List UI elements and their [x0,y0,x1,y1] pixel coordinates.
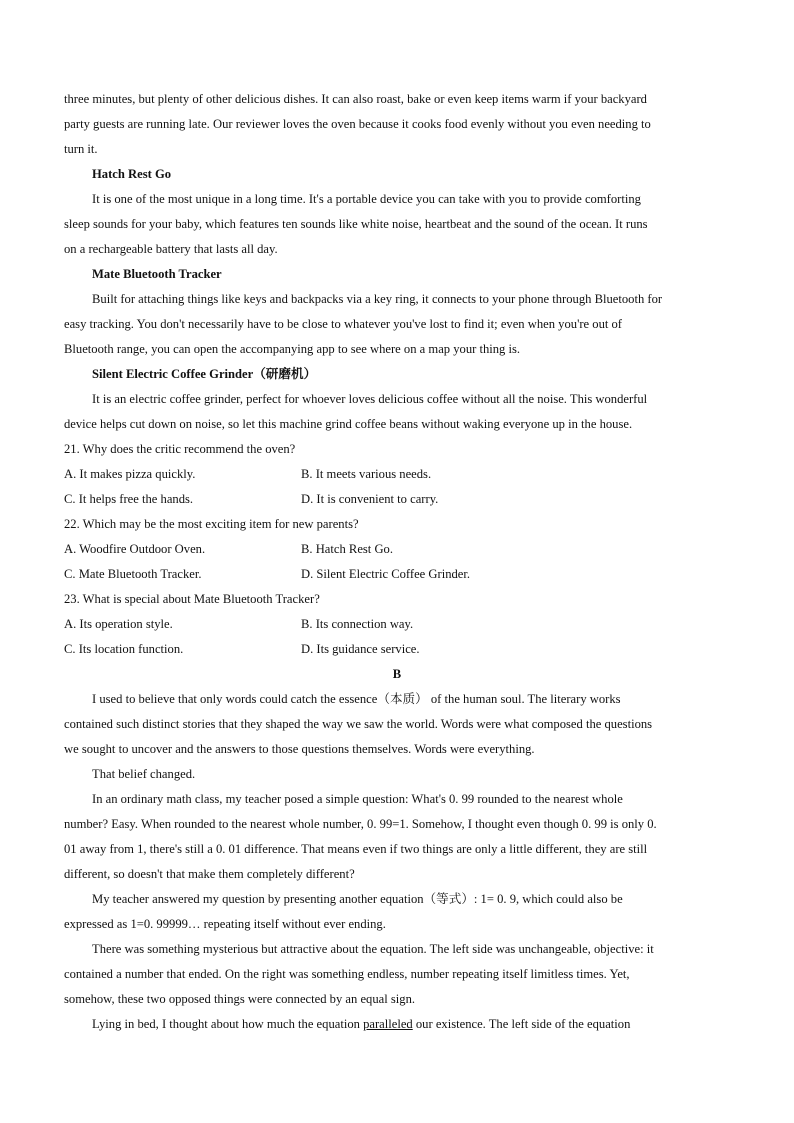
option-b: B. Its connection way. [301,617,414,631]
option-d: D. Silent Electric Coffee Grinder. [301,567,471,581]
document-page [64,87,730,1037]
text-line: There was something mysterious but attractive about the equation. The left side was unchangeable, objective: it [92,942,654,956]
text-segment: Lying in bed, I thought about how much the equation [92,1017,364,1031]
option-c: C. Its location function. [64,642,184,656]
option-d: D. It is convenient to carry. [301,492,439,506]
section-title: Silent Electric Coffee Grinder（研磨机） [92,367,317,381]
text-segment: our existence. The left side of the equation [412,1017,631,1031]
option-row [64,612,730,637]
text-line: device helps cut down on noise, so let this machine grind coffee beans without waking everyone up in the house. [64,417,633,431]
text-line [64,1012,730,1037]
part-heading: B [392,667,402,681]
option-a: A. Its operation style. [64,617,173,631]
text-line: easy tracking. You don't necessarily have to be close to whatever you've lost to find it; even when you're out of [64,317,622,331]
option-c: C. It helps free the hands. [64,492,194,506]
option-a: A. Woodfire Outdoor Oven. [64,542,206,556]
option-b: B. It meets various needs. [301,467,432,481]
text-line: contained a number that ended. On the right was something endless, number repeating itself limitless times. Yet, [64,967,630,981]
text-line: expressed as 1=0. 99999… repeating itself without ever ending. [64,917,386,931]
option-a: A. It makes pizza quickly. [64,467,196,481]
text-line: sleep sounds for your baby, which features ten sounds like white noise, heartbeat and the sound of the ocean. It runs [64,217,648,231]
section-title: Hatch Rest Go [92,167,172,181]
text-line: In an ordinary math class, my teacher posed a simple question: What's 0. 99 rounded to the nearest whole [92,792,623,806]
option-row [64,637,730,662]
text-line: turn it. [64,142,98,156]
text-line: It is one of the most unique in a long time. It's a portable device you can take with you to provide comforting [92,192,641,206]
text-line: Bluetooth range, you can open the accompanying app to see where on a map your thing is. [64,342,521,356]
text-line: on a rechargeable battery that lasts all day. [64,242,278,256]
section-title: Mate Bluetooth Tracker [92,267,222,281]
text-line: It is an electric coffee grinder, perfect for whoever loves delicious coffee without all the noise. This wonderful [92,392,648,406]
option-row [64,462,730,487]
text-line: number? Easy. When rounded to the nearest whole number, 0. 99=1. Somehow, I thought even though 0. 99 is only 0. [64,817,657,831]
text-line: we sought to uncover and the answers to those questions themselves. Words were everything. [64,742,535,756]
underlined-word: paralleled [363,1017,413,1031]
text-line: I used to believe that only words could catch the essence（本质） of the human soul. The literary works [92,692,621,706]
text-line: That belief changed. [92,767,196,781]
option-row [64,562,730,587]
text-line: 01 away from 1, there's still a 0. 01 difference. That means even if two things are only a little different, they are still [64,842,648,856]
text-line: three minutes, but plenty of other delicious dishes. It can also roast, bake or even keep items warm if your backyard [64,92,647,106]
text-line: different, so doesn't that make them completely different? [64,867,355,881]
text-line: Built for attaching things like keys and backpacks via a key ring, it connects to your phone through Bluetooth for [92,292,663,306]
text-line: My teacher answered my question by presenting another equation（等式）: 1= 0. 9, which could also be [92,892,623,906]
text-line: party guests are running late. Our reviewer loves the oven because it cooks food evenly without you even needing to [64,117,651,131]
option-row [64,537,730,562]
option-d: D. Its guidance service. [301,642,420,656]
option-row [64,487,730,512]
question-stem: 22. Which may be the most exciting item for new parents? [64,517,359,531]
option-b: B. Hatch Rest Go. [301,542,393,556]
question-stem: 23. What is special about Mate Bluetooth Tracker? [64,592,320,606]
option-c: C. Mate Bluetooth Tracker. [64,567,202,581]
question-stem: 21. Why does the critic recommend the oven? [64,442,296,456]
text-line: contained such distinct stories that they shaped the way we saw the world. Words were what composed the questions [64,717,653,731]
text-line: somehow, these two opposed things were connected by an equal sign. [64,992,416,1006]
